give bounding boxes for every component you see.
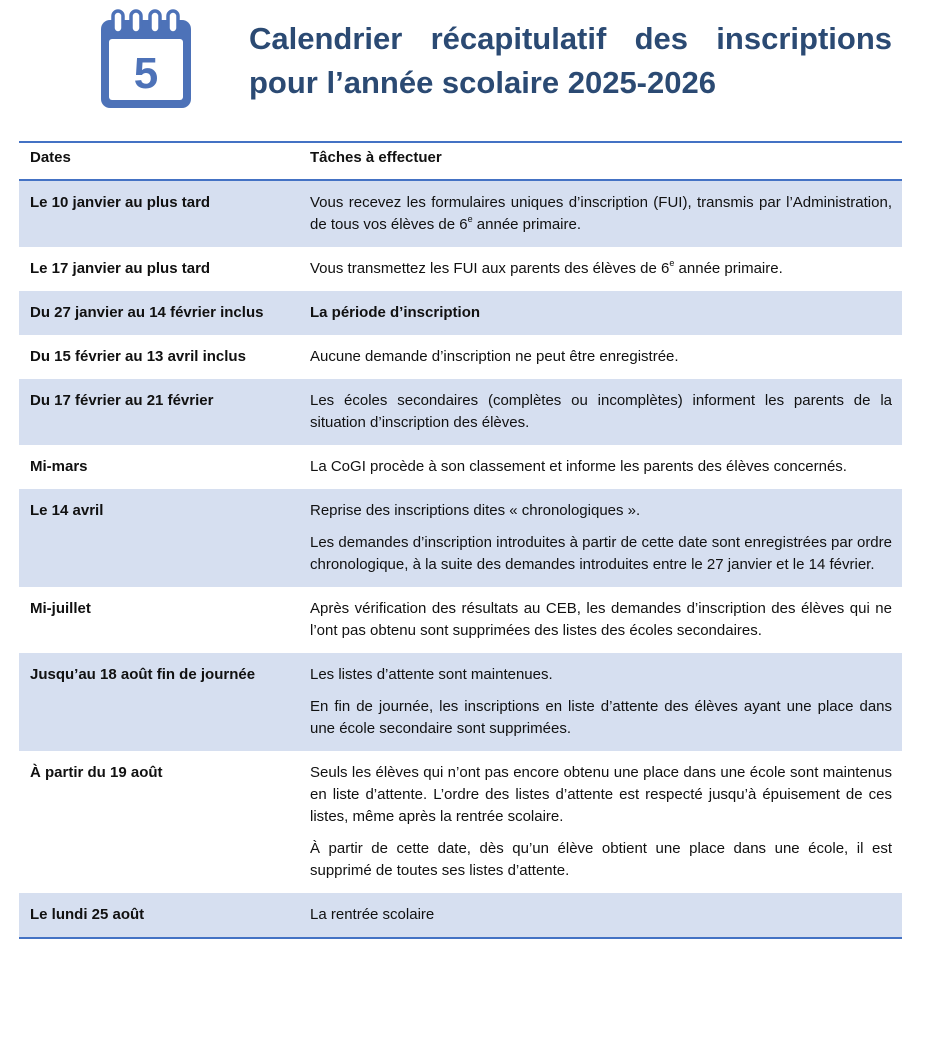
- task-text: La CoGI procède à son classement et informe les parents des élèves concernés.: [310, 458, 847, 475]
- row-tasks: [299, 445, 902, 489]
- task-text-continued: année primaire.: [674, 260, 783, 277]
- row-tasks: [299, 587, 902, 653]
- table-row: [19, 751, 902, 893]
- table-header: [19, 142, 902, 180]
- row-date: Du 27 janvier au 14 février inclus: [19, 291, 299, 335]
- task-text: Seuls les élèves qui n’ont pas encore obtenu une place dans une école sont maintenus en liste d’attente. L’ordre des listes d’attente est respecté jusqu’à épuisement de ces listes, même après la rentrée scolaire.: [310, 764, 892, 825]
- task-paragraph: [310, 456, 892, 478]
- page-header: [0, 0, 929, 130]
- calendar-icon-number: 5: [133, 49, 159, 98]
- task-paragraph: [310, 664, 892, 686]
- task-paragraph: [310, 390, 892, 434]
- task-paragraph: [310, 838, 892, 882]
- row-date: Le 17 janvier au plus tard: [30, 260, 211, 277]
- table-row: [19, 379, 902, 445]
- task-text-continued: année primaire.: [472, 216, 582, 233]
- row-tasks: [299, 653, 902, 751]
- task-paragraph: [310, 696, 892, 740]
- row-date: Jusqu’au 18 août fin de journée: [19, 653, 299, 751]
- table-body: [19, 180, 902, 938]
- task-text: En fin de journée, les inscriptions en liste d’attente des élèves ayant une place dans une école secondaire sont supprimées.: [310, 698, 892, 737]
- table-row: [19, 587, 902, 653]
- row-tasks: [299, 291, 902, 335]
- row-date: Le lundi 25 août: [19, 893, 299, 938]
- task-text: La période d’inscription: [310, 304, 481, 321]
- row-date: Le 10 janvier au plus tard: [19, 180, 299, 247]
- table-row: [19, 445, 902, 489]
- row-date: Le 14 avril: [19, 489, 299, 587]
- task-paragraph: [310, 500, 892, 522]
- row-date: Du 17 février au 21 février: [19, 379, 299, 445]
- task-paragraph: [310, 192, 892, 236]
- task-paragraph: [310, 598, 892, 642]
- task-text: Les écoles secondaires (complètes ou incomplètes) informent les parents de la situation d’inscription des élèves.: [310, 392, 892, 431]
- task-text: Reprise des inscriptions dites « chronologiques ».: [310, 502, 641, 519]
- row-date: Mi-mars: [30, 458, 88, 475]
- row-tasks: [299, 180, 902, 247]
- task-text: À partir de cette date, dès qu’un élève obtient une place dans une école, il est supprimé de toutes ses listes d’attente.: [310, 840, 892, 879]
- task-text: Après vérification des résultats au CEB, les demandes d’inscription des élèves qui ne l’ont pas obtenu sont supprimées des listes des écoles secondaires.: [310, 600, 892, 639]
- task-text: Vous transmettez les FUI aux parents des élèves de 6: [310, 260, 670, 277]
- page-title: Calendrier récapitulatif des inscriptions pour l’année scolaire 2025-2026: [249, 21, 892, 100]
- task-paragraph: [310, 346, 892, 368]
- column-header-dates: Dates: [19, 142, 299, 180]
- table-row: [19, 247, 902, 291]
- ordinal-superscript: e: [467, 214, 473, 224]
- row-tasks: [299, 893, 902, 938]
- task-paragraph: [310, 258, 892, 280]
- task-paragraph: [310, 904, 892, 926]
- row-tasks: [299, 751, 902, 893]
- task-text: Les demandes d’inscription introduites à partir de cette date sont enregistrées par ordre chronologique, à la suite des demandes introduites entre le 27 janvier et le 14 février.: [310, 534, 892, 573]
- row-tasks: [299, 335, 902, 379]
- row-tasks: [299, 489, 902, 587]
- task-paragraph: [310, 532, 892, 576]
- table-row: [19, 653, 902, 751]
- ordinal-superscript: e: [669, 258, 675, 268]
- table-row: [19, 180, 902, 247]
- row-date: À partir du 19 août: [30, 764, 163, 781]
- task-paragraph: [310, 302, 892, 324]
- row-date: Du 15 février au 13 avril inclus: [30, 348, 246, 365]
- row-tasks: [299, 247, 902, 291]
- task-text: La rentrée scolaire: [310, 906, 435, 923]
- task-text: Aucune demande d’inscription ne peut être enregistrée.: [310, 348, 679, 365]
- row-tasks: [299, 379, 902, 445]
- calendar-icon: [98, 8, 194, 112]
- task-paragraph: [310, 762, 892, 828]
- table-row: [19, 291, 902, 335]
- schedule-table: [19, 141, 902, 939]
- task-text: Vous recevez les formulaires uniques d’inscription (FUI), transmis par l’Administration, de tous vos élèves de 6: [310, 194, 892, 233]
- task-text: Les listes d’attente sont maintenues.: [310, 666, 553, 683]
- table-row: [19, 489, 902, 587]
- column-header-tasks: Tâches à effectuer: [299, 142, 902, 180]
- table-row: [19, 335, 902, 379]
- table-row: [19, 893, 902, 938]
- row-date: Mi-juillet: [30, 600, 91, 617]
